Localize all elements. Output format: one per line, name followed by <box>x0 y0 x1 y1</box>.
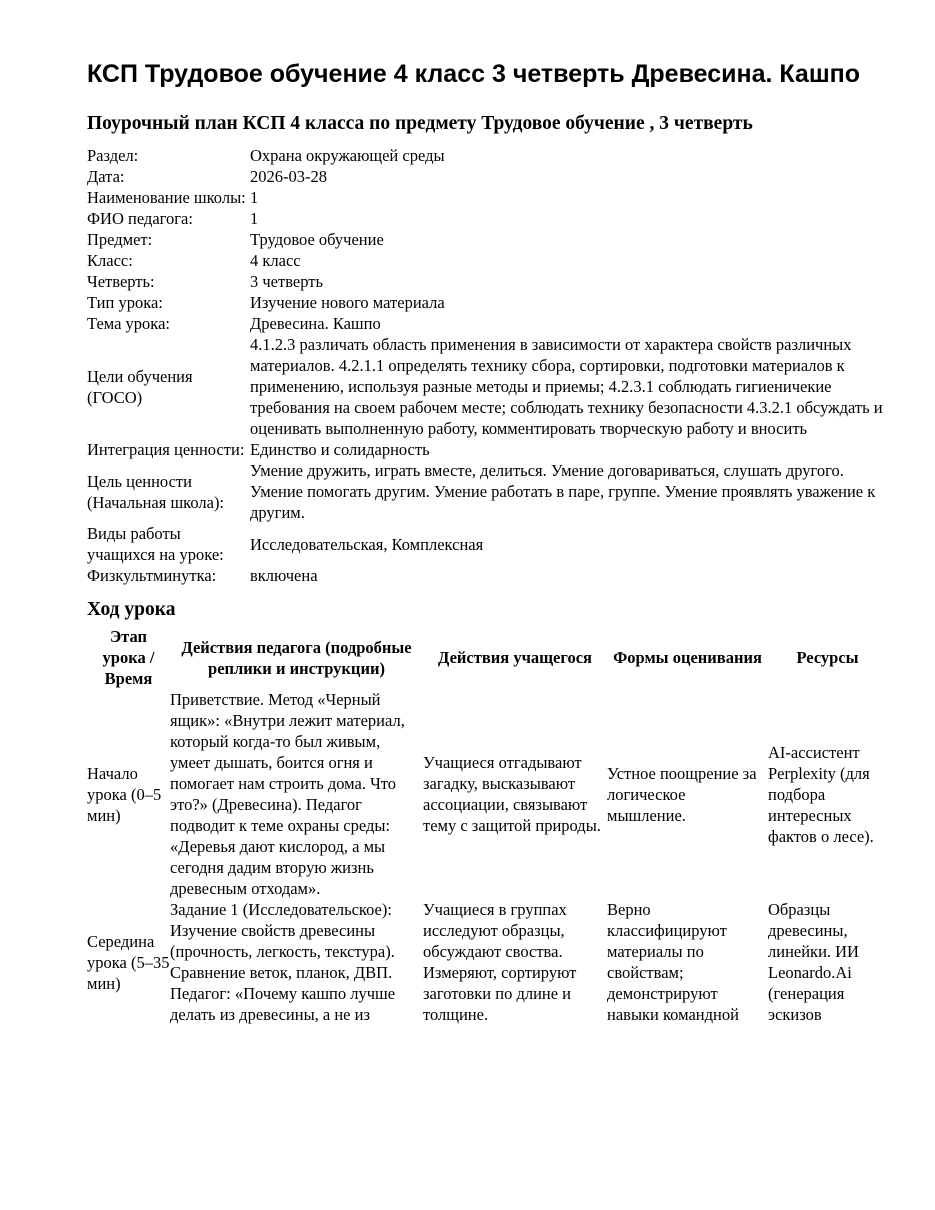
info-label: Цель ценности (Начальная школа): <box>87 471 225 512</box>
table-cell: Устное поощрение за логическое мышление. <box>607 763 757 825</box>
table-row <box>87 899 887 1025</box>
info-row-class <box>87 250 887 271</box>
info-label: Дата: <box>87 167 125 186</box>
table-cell: Учащиеся в группах исследуют образцы, обсуждают своства. Измеряют, сортируют заготовки по длине и толщине. <box>423 900 577 1024</box>
info-label: Тема урока: <box>87 314 170 333</box>
info-label: Класс: <box>87 251 133 270</box>
section-title: Ход урока <box>87 599 176 620</box>
info-value: включена <box>250 566 318 585</box>
info-row-subject <box>87 229 887 250</box>
lesson-flow-table <box>87 626 887 1025</box>
info-row-section <box>87 145 887 166</box>
lesson-info-table <box>87 145 887 586</box>
info-value: Исследовательская, Комплексная <box>250 534 484 554</box>
info-label: Интеграция ценности: <box>87 440 245 459</box>
column-header: Ресурсы <box>796 648 859 667</box>
table-cell: Учащиеся отгадывают загадку, высказывают ассоциации, связывают тему с защитой природы. <box>423 753 601 835</box>
info-label: Предмет: <box>87 230 153 249</box>
info-value: Единство и солидарность <box>250 440 430 459</box>
table-row <box>87 689 887 899</box>
info-row-quarter <box>87 271 887 292</box>
info-value: 2026-03-28 <box>250 167 327 186</box>
info-value: 3 четверть <box>250 272 323 291</box>
info-value: 1 <box>250 188 259 207</box>
info-value: Трудовое обучение <box>250 230 384 249</box>
info-label: Тип урока: <box>87 293 163 312</box>
info-row-value-goal <box>87 460 887 523</box>
info-label: Физкультминутка: <box>87 566 217 585</box>
column-header: Формы оценивания <box>613 648 762 667</box>
document-page <box>87 58 887 1025</box>
column-header: Действия педагога (подробные реплики и инструкции) <box>181 637 412 678</box>
info-row-work-types <box>87 523 887 565</box>
info-label: Наименование школы: <box>87 188 246 207</box>
column-header: Действия учащегося <box>438 648 592 667</box>
table-cell: Верно классифицируют материалы по свойствам; демонстрируют навыки командной <box>607 900 739 1024</box>
table-cell: Образцы древесины, линейки. ИИ Leonardo.Ai (генерация эскизов <box>768 900 859 1024</box>
info-row-lesson-topic <box>87 313 887 334</box>
info-row-learning-goals <box>87 334 887 439</box>
info-value: 4.1.2.3 различать область применения в зависимости от характера свойств различных материалов. 4.2.1.1 определять технику сбора, сортировки, подготовки материалов к применению, используя разные методы и приемы; 4.2.3.1 соблюдать гигиеничекие требования на своем рабочем месте; соблюдать технику безопасности 4.3.2.1 обсуждать и оценивать выполненную работу, комментировать творческую работу и вносить <box>250 335 883 438</box>
info-row-date <box>87 166 887 187</box>
document-title: КСП Трудовое обучение 4 класс 3 четверть Древесина. Кашпо <box>87 60 861 88</box>
info-value: Охрана окружающей среды <box>250 146 445 165</box>
info-label: Раздел: <box>87 146 139 165</box>
info-row-teacher <box>87 208 887 229</box>
table-header-row <box>87 626 887 689</box>
info-label: Цели обучения (ГОСО) <box>87 366 193 407</box>
column-header: Этап урока / Время <box>102 627 155 688</box>
table-cell: Задание 1 (Исследовательское): Изучение свойств древесины (прочность, легкость, текстура). Сравнение веток, планок, ДВП. Педагог: «Почему кашпо лучше делать из древесины, а не из <box>170 900 396 1024</box>
info-value: 1 <box>250 209 259 228</box>
table-cell: Середина урока (5–35 мин) <box>87 931 170 993</box>
table-cell: Начало урока (0–5 мин) <box>87 763 162 825</box>
plan-title: Поурочный план КСП 4 класса по предмету Трудовое обучение , 3 четверть <box>87 113 753 134</box>
table-cell: Приветствие. Метод «Черный ящик»: «Внутри лежит материал, который когда-то был живым, умеет дышать, боится огня и помогает нам строить дома. Что это?» (Древесина). Педагог подводит к теме охраны среды: «Деревья дают кислород, а мы сегодня дадим вторую жизнь древесным отходам». <box>170 690 405 898</box>
info-value: 4 класс <box>250 251 301 270</box>
info-label: ФИО педагога: <box>87 209 193 228</box>
table-cell: AI-ассистент Perplexity (для подбора интересных фактов о лесе). <box>768 742 874 846</box>
info-value: Изучение нового материала <box>250 293 445 312</box>
info-row-exercise-break <box>87 565 887 586</box>
info-value: Древесина. Кашпо <box>250 314 381 333</box>
info-label: Виды работы учащихся на уроке: <box>87 524 224 564</box>
info-row-lesson-type <box>87 292 887 313</box>
info-value: Умение дружить, играть вместе, делиться. Умение договариваться, слушать другого. Умение помогать другим. Умение работать в паре, группе. Умение проявлять уважение к другим. <box>250 461 876 522</box>
info-row-value-integration <box>87 439 887 460</box>
info-label: Четверть: <box>87 272 155 291</box>
info-row-school <box>87 187 887 208</box>
